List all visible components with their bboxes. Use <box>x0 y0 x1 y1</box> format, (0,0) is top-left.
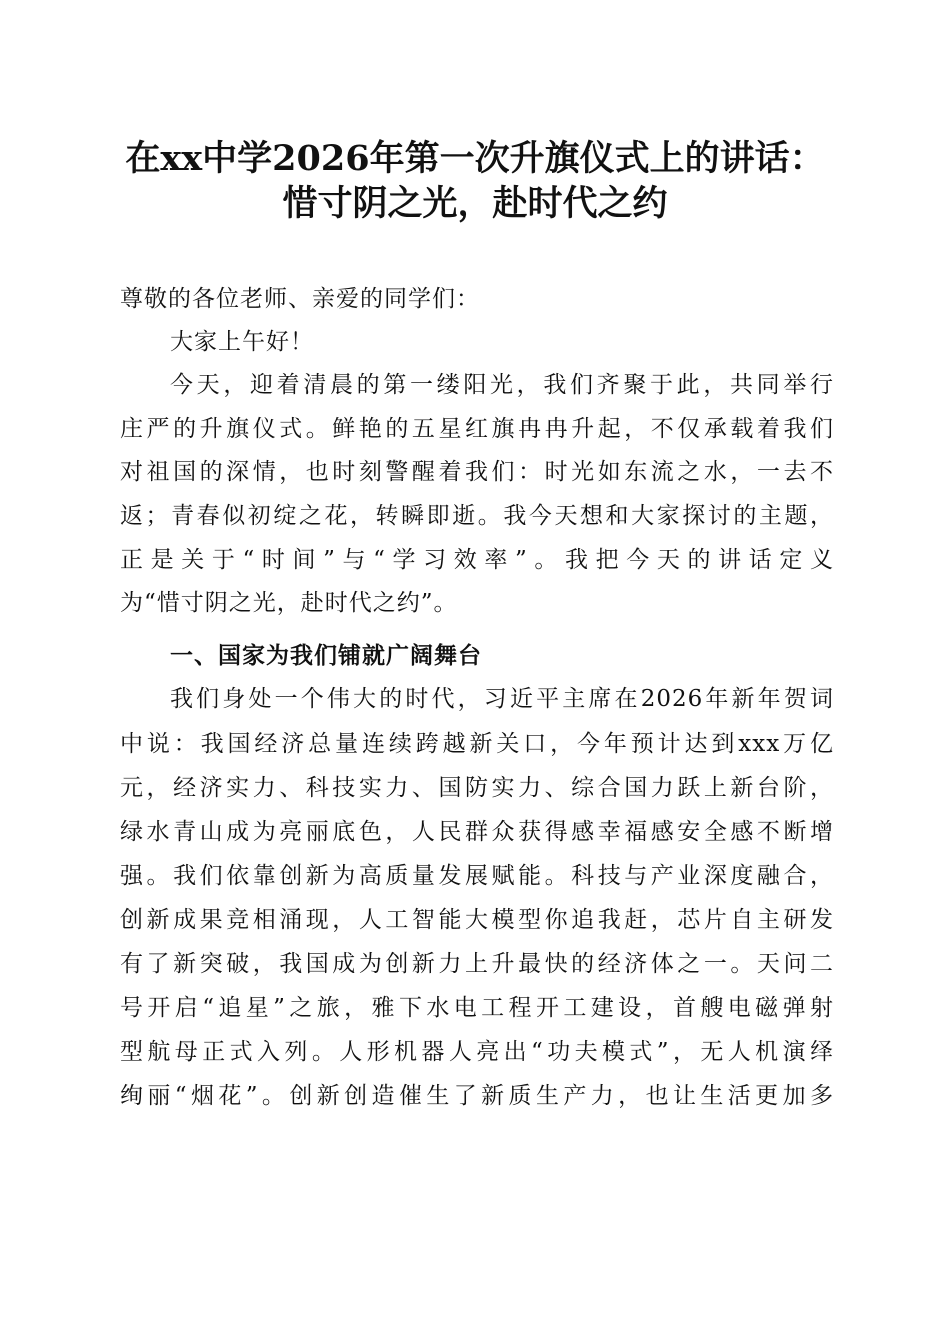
salutation: 尊敬的各位老师、亲爱的同学们： <box>120 286 480 312</box>
paragraph-line: 正是关于“时间”与“学习效率”。我把今天的讲话定义 <box>120 547 834 573</box>
paragraph-line: 庄严的升旗仪式。鲜艳的五星红旗冉冉升起，不仅承载着我们 <box>120 416 834 442</box>
section-heading: 一、国家为我们铺就广阔舞台 <box>170 643 482 669</box>
paragraph-line: 我们身处一个伟大的时代，习近平主席在2026年新年贺词 <box>170 686 834 712</box>
paragraph-line: 强。我们依靠创新为高质量发展赋能。科技与产业深度融合， <box>120 863 834 889</box>
paragraph-line: 有了新突破，我国成为创新力上升最快的经济体之一。天问二 <box>120 951 834 977</box>
greeting: 大家上午好！ <box>170 329 314 355</box>
paragraph-line: 为“惜寸阴之光，赴时代之约”。 <box>120 590 458 616</box>
document-title-line-2: 惜寸阴之光，赴时代之约 <box>282 183 668 224</box>
paragraph-line: 中说：我国经济总量连续跨越新关口，今年预计达到xxx万亿 <box>120 731 834 757</box>
paragraph-line: 创新成果竞相涌现，人工智能大模型你追我赶，芯片自主研发 <box>120 907 834 933</box>
paragraph-line: 绿水青山成为亮丽底色，人民群众获得感幸福感安全感不断增 <box>120 819 834 845</box>
paragraph-line: 对祖国的深情，也时刻警醒着我们：时光如东流之水，一去不 <box>120 459 834 485</box>
paragraph-line: 元，经济实力、科技实力、国防实力、综合国力跃上新台阶， <box>120 775 834 801</box>
paragraph-line: 今天，迎着清晨的第一缕阳光，我们齐聚于此，共同举行 <box>170 372 834 398</box>
paragraph-line: 返；青春似初绽之花，转瞬即逝。我今天想和大家探讨的主题， <box>120 503 834 529</box>
document-title-line-1: 在xx中学2026年第一次升旗仪式上的讲话： <box>125 138 825 179</box>
paragraph-line: 型航母正式入列。人形机器人亮出“功夫模式”，无人机演绎 <box>120 1039 834 1065</box>
paragraph-line: 绚丽“烟花”。创新创造催生了新质生产力，也让生活更加多 <box>120 1083 834 1109</box>
paragraph-line: 号开启“追星”之旅，雅下水电工程开工建设，首艘电磁弹射 <box>120 995 834 1021</box>
